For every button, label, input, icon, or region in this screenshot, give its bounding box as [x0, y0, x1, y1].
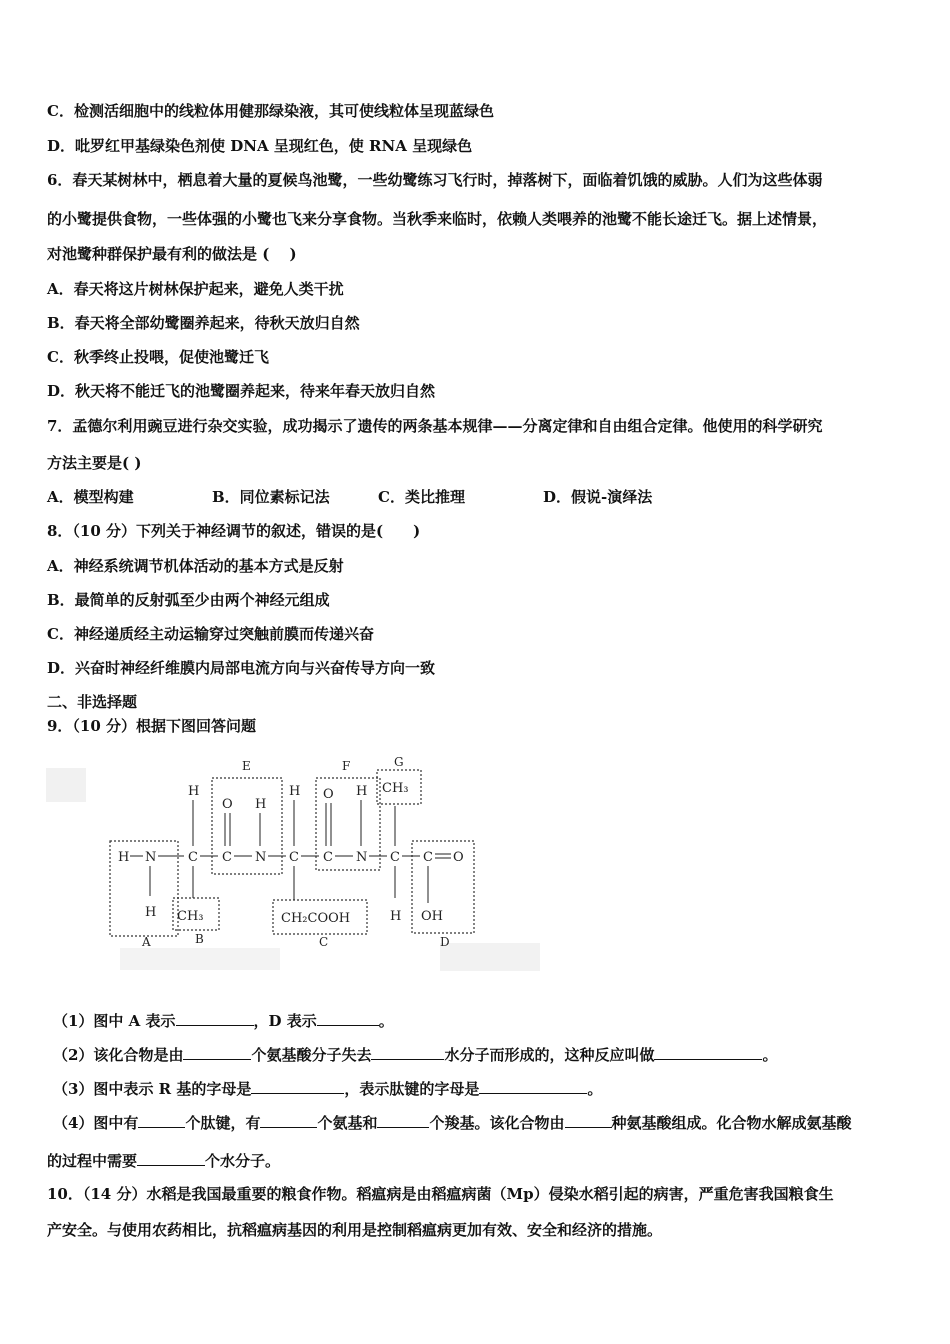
- atom-c: C: [222, 850, 232, 865]
- q9-sub-4-text-c: 个氨基和: [317, 1114, 378, 1132]
- group-oh: OH: [421, 909, 443, 924]
- q9-stem: 9．（10 分）根据下图回答问题: [47, 717, 257, 735]
- watermark-blob: [120, 948, 280, 970]
- atom-h: H: [356, 784, 368, 799]
- label-g: G: [394, 755, 404, 769]
- atom-c: C: [423, 850, 433, 865]
- q9-sub-4-text-g: 个水分子。: [205, 1152, 281, 1170]
- q9-sub-4: [53, 1112, 852, 1133]
- tripeptide-structure-figure: [40, 748, 560, 978]
- q6-stem-line-2: 的小鹭提供食物，一些体强的小鹭也飞来分享食物。当秋季来临时，依赖人类喂养的池鹭不能长途迁飞。据上述情景，: [47, 210, 828, 228]
- q9-sub-4-text-f: 的过程中需要: [47, 1152, 138, 1170]
- q7-option-d: D．假说-演绎法: [543, 488, 653, 506]
- q5-option-c: C．检测活细胞中的线粒体用健那绿染液，其可使线粒体呈现蓝绿色: [47, 102, 494, 120]
- q9-sub-4-cont: [47, 1150, 280, 1171]
- answer-blank[interactable]: [371, 1044, 444, 1060]
- q9-sub-1: [53, 1010, 394, 1031]
- atom-o: O: [323, 787, 334, 802]
- atom-h: H: [188, 784, 200, 799]
- q6-stem-line-1: 6．春天某树林中，栖息着大量的夏候鸟池鹭，一些幼鹭练习飞行时，掉落树下，面临着饥饿的威胁。人们为这些体弱: [47, 171, 823, 189]
- section-heading: 二、非选择题: [47, 693, 138, 711]
- q8-option-a: A．神经系统调节机体活动的基本方式是反射: [47, 557, 344, 575]
- atom-h: H: [145, 905, 157, 920]
- atom-c: C: [390, 850, 400, 865]
- q8-option-c: C．神经递质经主动运输穿过突触前膜而传递兴奋: [47, 625, 374, 643]
- q9-sub-1-text-b: ，D 表示: [253, 1012, 317, 1030]
- answer-blank[interactable]: [654, 1044, 762, 1060]
- q5-option-d: D．吡罗红甲基绿染色剂使 DNA 呈现红色，使 RNA 呈现绿色: [47, 137, 473, 155]
- atom-n: N: [255, 850, 267, 865]
- answer-blank[interactable]: [479, 1078, 587, 1094]
- q8-option-d: D．兴奋时神经纤维膜内局部电流方向与兴奋传导方向一致: [47, 659, 436, 677]
- watermark-blob: [440, 943, 540, 971]
- atom-o: O: [222, 797, 233, 812]
- q10-stem-line-2: 产安全。与使用农药相比，抗稻瘟病基因的利用是控制稻瘟病更加有效、安全和经济的措施。: [47, 1221, 663, 1239]
- q6-option-d: D．秋天将不能迁飞的池鹭圈养起来，待来年春天放归自然: [47, 382, 436, 400]
- q9-sub-1-text-c: 。: [378, 1012, 394, 1030]
- q9-sub-3: [53, 1078, 602, 1099]
- q6-option-a: A．春天将这片树林保护起来，避免人类干扰: [47, 280, 344, 298]
- label-b: B: [195, 932, 204, 946]
- atom-h: H: [255, 797, 267, 812]
- q7-stem-line-2: 方法主要是( ): [47, 454, 142, 472]
- q7-option-b: B．同位素标记法: [212, 488, 330, 506]
- answer-blank[interactable]: [565, 1112, 612, 1128]
- answer-blank[interactable]: [176, 1010, 254, 1026]
- q9-sub-2-text-a: （2）该化合物是由: [53, 1046, 184, 1064]
- atom-h: H: [289, 784, 301, 799]
- atom-c: C: [188, 850, 198, 865]
- q8-option-b: B．最简单的反射弧至少由两个神经元组成: [47, 591, 330, 609]
- watermark-blob: [46, 768, 86, 802]
- q9-sub-4-text-e: 种氨基酸组成。化合物水解成氨基酸: [611, 1114, 852, 1132]
- atom-h: H: [390, 909, 402, 924]
- q9-sub-4-text-d: 个羧基。该化合物由: [429, 1114, 565, 1132]
- atom-h: H: [118, 850, 130, 865]
- q6-option-c: C．秋季终止投喂，促使池鹭迁飞: [47, 348, 269, 366]
- answer-blank[interactable]: [377, 1112, 429, 1128]
- atom-c: C: [289, 850, 299, 865]
- group-ch3: CH₃: [382, 781, 409, 796]
- q9-sub-3-text-a: （3）图中表示 R 基的字母是: [53, 1080, 252, 1098]
- answer-blank[interactable]: [137, 1150, 205, 1166]
- answer-blank[interactable]: [251, 1078, 344, 1094]
- label-f: F: [342, 759, 351, 773]
- q8-stem: 8．（10 分）下列关于神经调节的叙述，错误的是( ): [47, 522, 421, 540]
- label-a: A: [142, 935, 151, 949]
- q6-stem-line-3: 对池鹭种群保护最有利的做法是 ( ): [47, 245, 297, 263]
- answer-blank[interactable]: [260, 1112, 317, 1128]
- q6-option-b: B．春天将全部幼鹭圈养起来，待秋天放归自然: [47, 314, 360, 332]
- q9-sub-2-text-c: 水分子而形成的，这种反应叫做: [444, 1046, 655, 1064]
- q10-stem-line-1: 10．（14 分）水稻是我国最重要的粮食作物。稻瘟病是由稻瘟病菌（Mp）侵染水稻引起的病害，严重危害我国粮食生: [47, 1185, 834, 1203]
- q7-stem-line-1: 7．孟德尔利用豌豆进行杂交实验，成功揭示了遗传的两条基本规律——分离定律和自由组合定律。他使用的科学研究: [47, 417, 823, 435]
- group-ch3: CH₃: [177, 909, 204, 924]
- q9-sub-2-text-b: 个氨基酸分子失去: [251, 1046, 372, 1064]
- q9-sub-1-text-a: （1）图中 A 表示: [53, 1012, 176, 1030]
- label-d: D: [440, 935, 450, 949]
- q9-sub-3-text-c: 。: [587, 1080, 603, 1098]
- atom-n: N: [145, 850, 157, 865]
- q7-option-c: C．类比推理: [378, 488, 465, 506]
- label-c: C: [319, 935, 329, 949]
- q9-sub-4-text-b: 个肽键，有: [185, 1114, 261, 1132]
- group-ch2cooh: CH₂COOH: [281, 911, 351, 926]
- atom-o: O: [453, 850, 464, 865]
- answer-blank[interactable]: [138, 1112, 185, 1128]
- atom-c: C: [323, 850, 333, 865]
- answer-blank[interactable]: [183, 1044, 251, 1060]
- q9-sub-2-text-d: 。: [762, 1046, 778, 1064]
- q9-sub-4-text-a: （4）图中有: [53, 1114, 139, 1132]
- q7-option-a: A．模型构建: [47, 488, 134, 506]
- q9-sub-3-text-b: ，表示肽键的字母是: [344, 1080, 480, 1098]
- atom-n: N: [356, 850, 368, 865]
- answer-blank[interactable]: [317, 1010, 379, 1026]
- label-e: E: [242, 759, 251, 773]
- q9-sub-2: [53, 1044, 778, 1065]
